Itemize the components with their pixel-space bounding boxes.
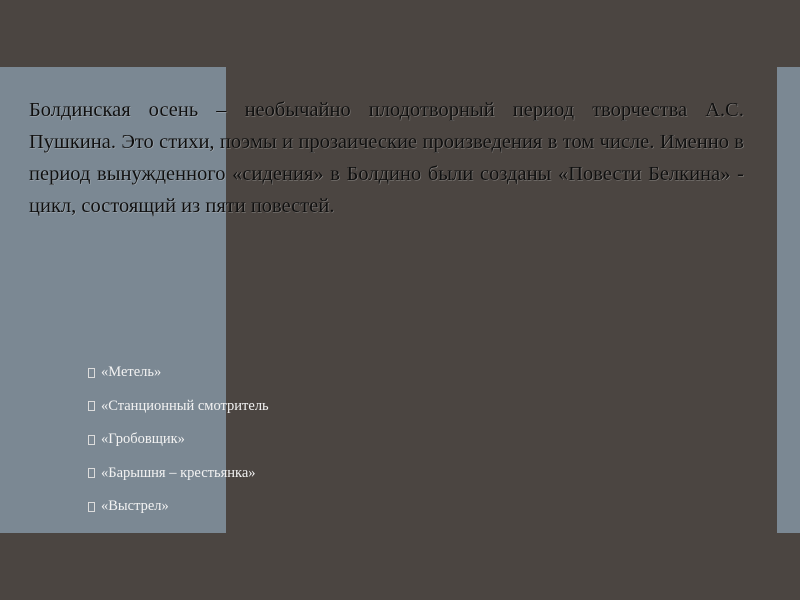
list-item [88, 390, 269, 424]
story-title: «Метель» [101, 364, 162, 381]
bullet-icon [88, 401, 95, 411]
story-title: «Выстрел» [101, 498, 169, 515]
intro-paragraph: Болдинская осень – необычайно плодотворный период творчества А.С. Пушкина. Это стихи, поэмы и прозаические произведения в том числе. Именно в период вынужденного «сидения» в Болдино были созданы «Повести Белкина» - цикл, состоящий из пяти повестей. [29, 99, 744, 217]
bullet-icon [88, 502, 95, 512]
bullet-icon [88, 468, 95, 478]
story-title: «Барышня – крестьянка» [101, 464, 256, 481]
bullet-icon [88, 435, 95, 445]
bullet-icon [88, 368, 95, 378]
story-title: «Гробовщик» [101, 431, 185, 448]
list-item [88, 423, 269, 457]
story-title: «Станционный смотритель [101, 397, 269, 414]
stories-list [88, 356, 269, 524]
list-item [88, 356, 269, 390]
right-accent-band [777, 67, 800, 533]
list-item [88, 490, 269, 524]
list-item [88, 457, 269, 491]
